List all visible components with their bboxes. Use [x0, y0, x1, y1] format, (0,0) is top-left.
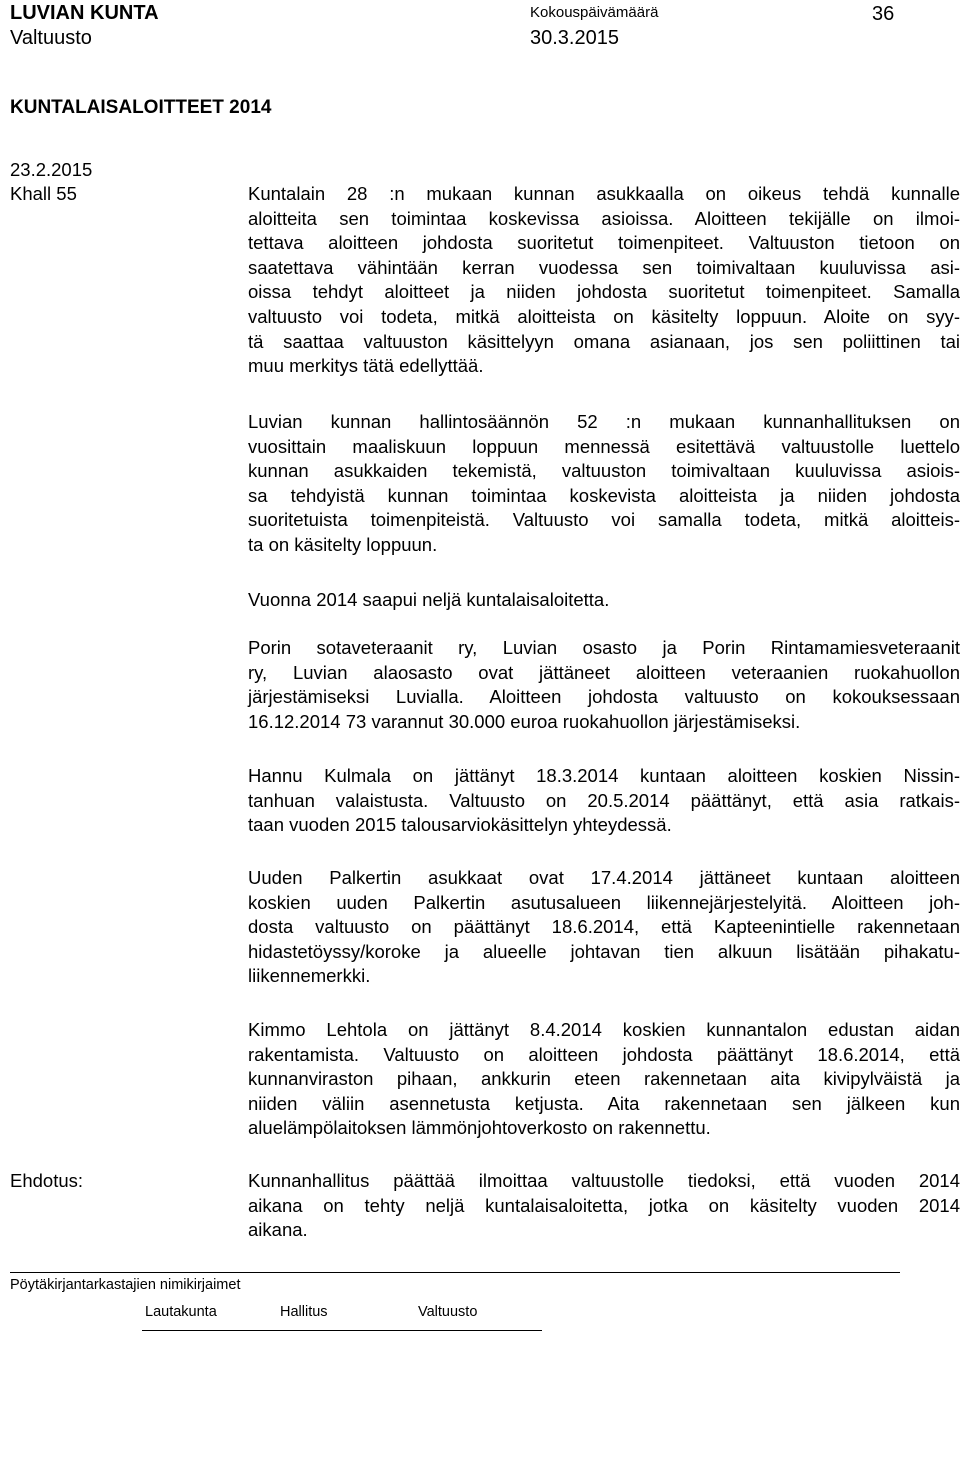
page-number: 36	[872, 3, 895, 25]
paragraph-line: 16.12.2014 73 varannut 30.000 euroa ruokahuollon järjestämiseksi.	[248, 710, 801, 732]
paragraph-line: niiden väliin asennetusta ketjusta. Aita rakennetaan sen jälkeen kun	[248, 1092, 960, 1114]
paragraph-line: muu merkitys tätä edellyttää.	[248, 355, 484, 377]
paragraph-line: Luvian kunnan hallintosäännön 52 :n mukaan kunnanhallituksen on	[248, 411, 960, 432]
paragraph-line: Uuden Palkertin asukkaat ovat 17.4.2014 jättäneet kuntaan aloitteen	[248, 867, 960, 888]
paragraph-line: kunnanviraston pihaan, ankkurin eteen rakennetaan aita kivipylväistä ja	[248, 1068, 960, 1090]
paragraph-line: aloitteita sen toimintaa koskevissa asioissa. Aloitteen tekijälle on ilmoi-	[248, 207, 960, 229]
paragraph-line: Vuonna 2014 saapui neljä kuntalaisaloitetta.	[248, 589, 610, 610]
paragraph-initiative-count	[248, 588, 960, 613]
paragraph-line: koskien uuden Palkertin asutusalueen liikennejärjestelyitä. Aloitteen joh-	[248, 891, 960, 913]
board-reference: Khall 55	[10, 183, 77, 204]
paragraph-proposal	[248, 1169, 960, 1243]
paragraph-line: taan vuoden 2015 talousarviokäsittelyn yhteydessä.	[248, 814, 672, 836]
paragraph-initiative-veterans	[248, 636, 960, 734]
signature-column-board: Lautakunta	[145, 1304, 217, 1320]
signatures-label: Pöytäkirjantarkastajien nimikirjaimet	[10, 1277, 241, 1293]
paragraph-line: Kunnanhallitus päättää ilmoittaa valtuustolle tiedoksi, että vuoden 2014	[248, 1170, 960, 1191]
paragraph-line: ry, Luvian alaosasto ovat jättäneet aloitteen veteraanien ruokahuollon	[248, 661, 960, 683]
paragraph-line: tä saattaa valtuuston käsittelyyn omana asianaan, jos sen poliittinen tai	[248, 330, 960, 352]
municipality-name: LUVIAN KUNTA	[10, 2, 159, 24]
paragraph-line: ta on käsitelty loppuun.	[248, 533, 438, 555]
paragraph-line: sa tehdyistä kunnan toimintaa koskevista aloitteista ja niiden johdosta	[248, 484, 960, 506]
proposal-label: Ehdotus:	[10, 1170, 84, 1191]
paragraph-line: aluelämpölaitoksen lämmönjohtoverkosto on rakennettu.	[248, 1117, 711, 1139]
meeting-date-label: Kokouspäivämäärä	[530, 4, 659, 21]
paragraph-line: oissa tehdyt aloitteet ja niiden johdosta suoritetut toimenpiteet. Samalla	[248, 281, 960, 303]
paragraph-line: Porin sotaveteraanit ry, Luvian osasto ja Porin Rintamamiesveteraanit	[248, 637, 960, 658]
paragraph-line: rakentamista. Valtuusto on aloitteen johdosta päättänyt 18.6.2014, että	[248, 1043, 960, 1065]
paragraph-administrative-rules	[248, 410, 960, 558]
paragraph-initiative-traffic	[248, 866, 960, 989]
signature-column-government: Hallitus	[280, 1304, 328, 1320]
paragraph-line: Kimmo Lehtola on jättänyt 8.4.2014 koskien kunnantalon edustan aidan	[248, 1019, 960, 1040]
paragraph-initiative-fence	[248, 1018, 960, 1141]
paragraph-line: suoritetuista toimenpiteistä. Valtuusto voi samalla todeta, mitkä aloitteis-	[248, 509, 960, 531]
section-title: KUNTALAISALOITTEET 2014	[10, 97, 272, 118]
board-date: 23.2.2015	[10, 159, 93, 180]
paragraph-line: aikana on tehty neljä kuntalaisaloitetta, jotka on käsitelty vuoden 2014	[248, 1194, 960, 1216]
paragraph-line: tettava aloitteen johdosta suoritetut toimenpiteet. Valtuuston tietoon on	[248, 232, 960, 254]
paragraph-line: valtuusto voi todeta, mitkä aloitteista on käsitelty loppuun. Aloite on syy-	[248, 305, 960, 327]
paragraph-line: aikana.	[248, 1219, 308, 1241]
paragraph-line: tanhuan valaistusta. Valtuusto on 20.5.2014 päättänyt, että asia ratkais-	[248, 789, 960, 811]
paragraph-line: kunnan asukkaiden tekemistä, valtuuston toimivaltaan kuuluvissa asiois-	[248, 460, 960, 482]
paragraph-line: hidastetöyssy/koroke ja alueelle johtavan tien alkuun lisätään pihakatu-	[248, 940, 960, 962]
paragraph-line: Kuntalain 28 :n mukaan kunnan asukkaalla on oikeus tehdä kunnalle	[248, 183, 960, 204]
paragraph-line: vuosittain maaliskuun loppuun mennessä esitettävä valtuustolle luettelo	[248, 435, 960, 457]
paragraph-line: liikennemerkki.	[248, 965, 371, 987]
paragraph-line: dosta valtuusto on päättänyt 18.6.2014, että Kapteenintielle rakennetaan	[248, 916, 960, 938]
paragraph-line: saatettava vähintään kerran vuodessa sen toimivaltaan kuuluvissa asi-	[248, 256, 960, 278]
paragraph-initiative-lighting	[248, 764, 960, 838]
meeting-date: 30.3.2015	[530, 27, 619, 49]
paragraph-line: järjestämiseksi Luvialla. Aloitteen johdosta valtuusto on kokouksessaan	[248, 686, 960, 708]
paragraph-line: Hannu Kulmala on jättänyt 18.3.2014 kuntaan aloitteen koskien Nissin-	[248, 765, 960, 786]
paragraph-municipal-law	[248, 182, 960, 379]
signature-column-council: Valtuusto	[418, 1304, 478, 1320]
footer-divider	[10, 1272, 900, 1273]
governing-body: Valtuusto	[10, 27, 92, 49]
